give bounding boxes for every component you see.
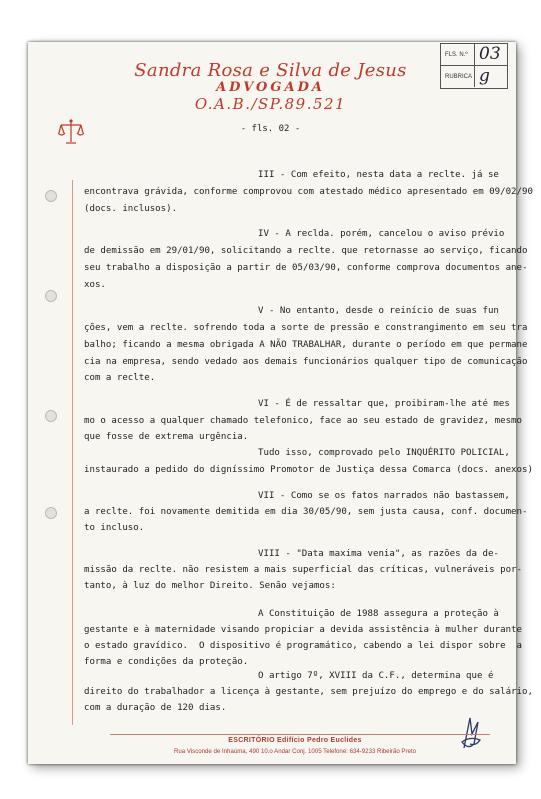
text-line: de demissão em 29/01/90, solicitando a reclte. que retornasse ao serviço, ficando <box>84 246 528 256</box>
text-line: com a duração de 120 dias. <box>84 703 227 713</box>
text-line: O artigo 7º, XVIII da C.F., determina que é <box>258 671 494 681</box>
text-line: V - No entanto, desde o reinício de suas fun <box>258 306 499 316</box>
text-line: seu trabalho a disposição a partir de 05/03/90, conforme comprova documentos ane- <box>84 263 528 273</box>
text-line: cia na empresa, sendo vedado aos demais funcionários qualquer tipo de comunicação <box>84 357 528 367</box>
letterhead-name: Sandra Rosa e Silva de Jesus <box>134 60 407 81</box>
page-folio: - fls. 02 - <box>240 124 301 134</box>
text-line: a reclte. foi novamente demitida em dia 30/05/90, sem justa causa, conf. documen- <box>84 507 528 517</box>
binder-hole-lower <box>45 410 57 422</box>
text-line: forma e condições da proteção. <box>84 657 249 667</box>
text-line: com a reclte. <box>84 373 156 383</box>
text-line: III - Com efeito, nesta data a reclte. já se <box>258 170 499 180</box>
text-line: tanto, à luz do melhor Direito. Senão vejamos: <box>84 581 336 591</box>
stamp-rubrica-value: g <box>479 66 490 86</box>
text-line: gestante e à maternidade visando propiciar a devida assistência à mulher durante <box>84 625 522 635</box>
text-line: IV - A reclda. porém, cancelou o aviso prévio <box>258 229 505 239</box>
signature-mark <box>458 714 484 752</box>
text-line: VII - Como se os fatos narrados não bastassem, <box>258 491 510 501</box>
footer-office: ESCRITÓRIO Edifício Pedro Euclides <box>228 737 362 744</box>
text-line: ções, vem a reclte. sofrendo toda a sorte de pressão e constrangimento em seu tra <box>84 323 528 333</box>
text-line: o estado gravídico. O dispositivo é programático, cabendo a lei dispor sobre a <box>84 641 522 651</box>
letterhead-oab: O.A.B./SP.89.521 <box>194 95 347 113</box>
stamp-fls-label: FLS. N.º <box>445 52 468 58</box>
text-line: A Constituição de 1988 assegura a proteção à <box>258 609 499 619</box>
binder-hole-upper <box>45 290 57 302</box>
text-line: (docs. inclusos). <box>84 204 178 214</box>
margin-line <box>72 180 73 725</box>
stamp-rubrica-label: RUBRICA <box>445 74 473 80</box>
letterhead-title: ADVOGADA <box>216 80 325 95</box>
footer-address: Rua Visconde de Inhaúma, 490 10.o Andar Conj. 1005 Telefone: 634-9233 Ribeirão Preto <box>173 748 416 755</box>
text-line: to incluso. <box>84 523 145 533</box>
text-line: instaurado a pedido do digníssimo Promotor de Justiça dessa Comarca (docs. anexos) <box>84 465 533 475</box>
stamp-fls-value: 03 <box>479 44 501 64</box>
text-line: balho; ficando a mesma obrigada A NÃO TRABALHAR, durante o período em que permane <box>84 340 528 350</box>
text-line: mo o acesso a qualquer chamado telefonico, face ao seu estado de gravidez, mesmo <box>84 416 522 426</box>
text-line: missão da reclte. não resistem a mais superficial das críticas, vulneráveis por- <box>84 565 522 575</box>
text-line: que fosse de extrema urgência. <box>84 432 249 442</box>
binder-hole-bottom <box>45 507 57 519</box>
text-line: Tudo isso, comprovado pelo INQUÉRITO POLICIAL, <box>258 448 510 458</box>
text-line: VIII - "Data maxima venia", as razões da de- <box>258 549 499 559</box>
text-line: direito do trabalhador a licença à gestante, sem prejuízo do emprego e do salário, <box>84 687 533 697</box>
text-line: xos. <box>84 280 106 290</box>
text-line: encontrava grávida, conforme comprovou com atestado médico apresentado em 09/02/90 <box>84 187 533 197</box>
binder-hole-top <box>45 190 57 202</box>
footer-rule <box>110 734 490 735</box>
text-line: VI - É de ressaltar que, proibiram-lhe até mes <box>258 399 510 409</box>
